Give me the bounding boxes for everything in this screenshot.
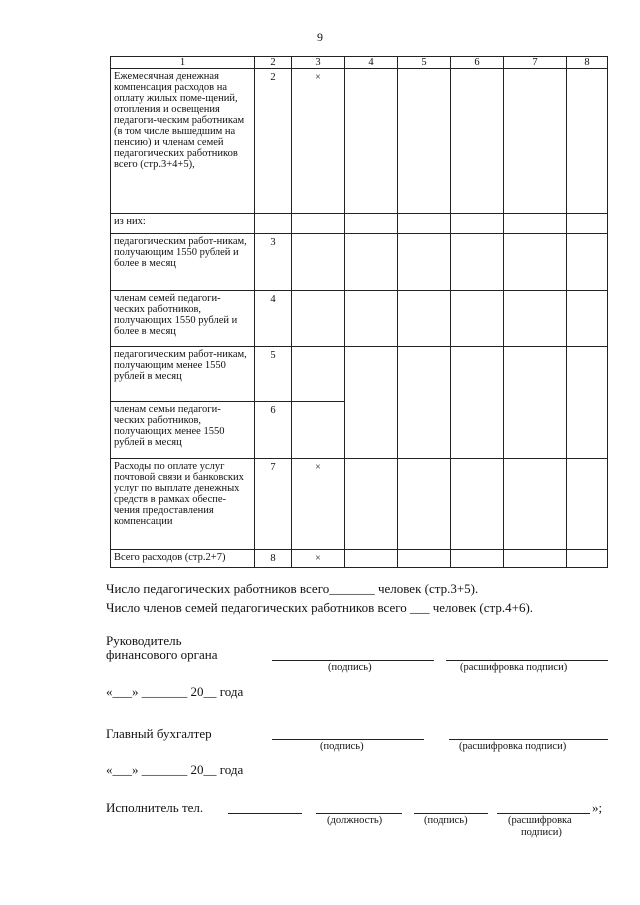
executor-phone-field[interactable] (228, 813, 302, 814)
row-label: педагогическим работ-никам, получающим 1550 рублей и более в месяц (111, 234, 255, 291)
signature-caption: (подпись) (320, 741, 364, 752)
accountant-signature-field[interactable] (272, 739, 424, 740)
row-code: 6 (255, 402, 292, 459)
accountant-date-line: «___» _______ 20__ года (106, 762, 244, 777)
executor-closing-mark: »; (592, 800, 603, 815)
table-row (111, 234, 608, 291)
column-header: 8 (567, 57, 608, 69)
position-caption: (должность) (327, 815, 383, 826)
row-code: 5 (255, 347, 292, 402)
row-code: 7 (255, 459, 292, 550)
table-row (111, 459, 608, 550)
executor-signature-field[interactable] (414, 813, 488, 814)
row-code: 4 (255, 291, 292, 347)
column-header: 3 (292, 57, 345, 69)
head-title-line2: финансового органа (106, 647, 218, 662)
cross-mark: × (292, 459, 345, 550)
table-row (111, 214, 608, 234)
page-number: 9 (317, 30, 323, 44)
row-label: из них: (111, 214, 255, 234)
column-header: 1 (111, 57, 255, 69)
column-header: 4 (345, 57, 398, 69)
table-row (111, 291, 608, 347)
column-header: 2 (255, 57, 292, 69)
ped-workers-count-line: Число педагогических работников всего_______ человек (стр.3+5). (106, 581, 479, 596)
signature-caption: (подпись) (328, 662, 372, 673)
table-row (111, 550, 608, 568)
head-title-line1: Руководитель (106, 633, 182, 648)
row-code: 8 (255, 550, 292, 568)
cross-mark: × (292, 550, 345, 568)
row-label: Всего расходов (стр.2+7) (111, 550, 255, 568)
table-row (111, 69, 608, 214)
row-label: Расходы по оплате услуг почтовой связи и банковских услуг по выплате денежных средств в рамках обеспе-чения предоставления компенсации (111, 459, 255, 550)
column-header: 6 (451, 57, 504, 69)
head-signature-field[interactable] (272, 660, 434, 661)
decoding-caption-line1: (расшифровка (508, 815, 572, 826)
head-decoding-field[interactable] (446, 660, 608, 661)
cross-mark: × (292, 69, 345, 214)
table-header-row (111, 57, 608, 69)
chief-accountant-title: Главный бухгалтер (106, 726, 212, 741)
row-code: 3 (255, 234, 292, 291)
executor-decoding-field[interactable] (497, 813, 590, 814)
row-label: членам семей педагоги-ческих работников, получающих 1550 рублей и более в месяц (111, 291, 255, 347)
accountant-decoding-field[interactable] (449, 739, 608, 740)
column-header: 7 (504, 57, 567, 69)
row-label: членам семьи педагоги-ческих работников, получающих менее 1550 рублей в месяц (111, 402, 255, 459)
row-code: 2 (255, 69, 292, 214)
decoding-caption-line2: подписи) (521, 827, 562, 838)
compensation-table (110, 56, 608, 568)
decoding-caption: (расшифровка подписи) (460, 662, 568, 673)
row-label: Ежемесячная денежная компенсация расходов на оплату жилых поме-щений, отопления и освещения педагоги-ческим работникам (в том числе вышедшим на пенсию) и членам семей педагогических работников всего (стр.3+4+5), (111, 69, 255, 214)
decoding-caption: (расшифровка подписи) (459, 741, 567, 752)
head-date-line: «___» _______ 20__ года (106, 684, 244, 699)
row-label: педагогическим работ-никам, получающим менее 1550 рублей в месяц (111, 347, 255, 402)
executor-title: Исполнитель тел. (106, 800, 204, 815)
signature-caption: (подпись) (424, 815, 468, 826)
family-members-count-line: Число членов семей педагогических работников всего ___ человек (стр.4+6). (106, 600, 534, 615)
executor-position-field[interactable] (316, 813, 402, 814)
table-row (111, 347, 608, 402)
column-header: 5 (398, 57, 451, 69)
